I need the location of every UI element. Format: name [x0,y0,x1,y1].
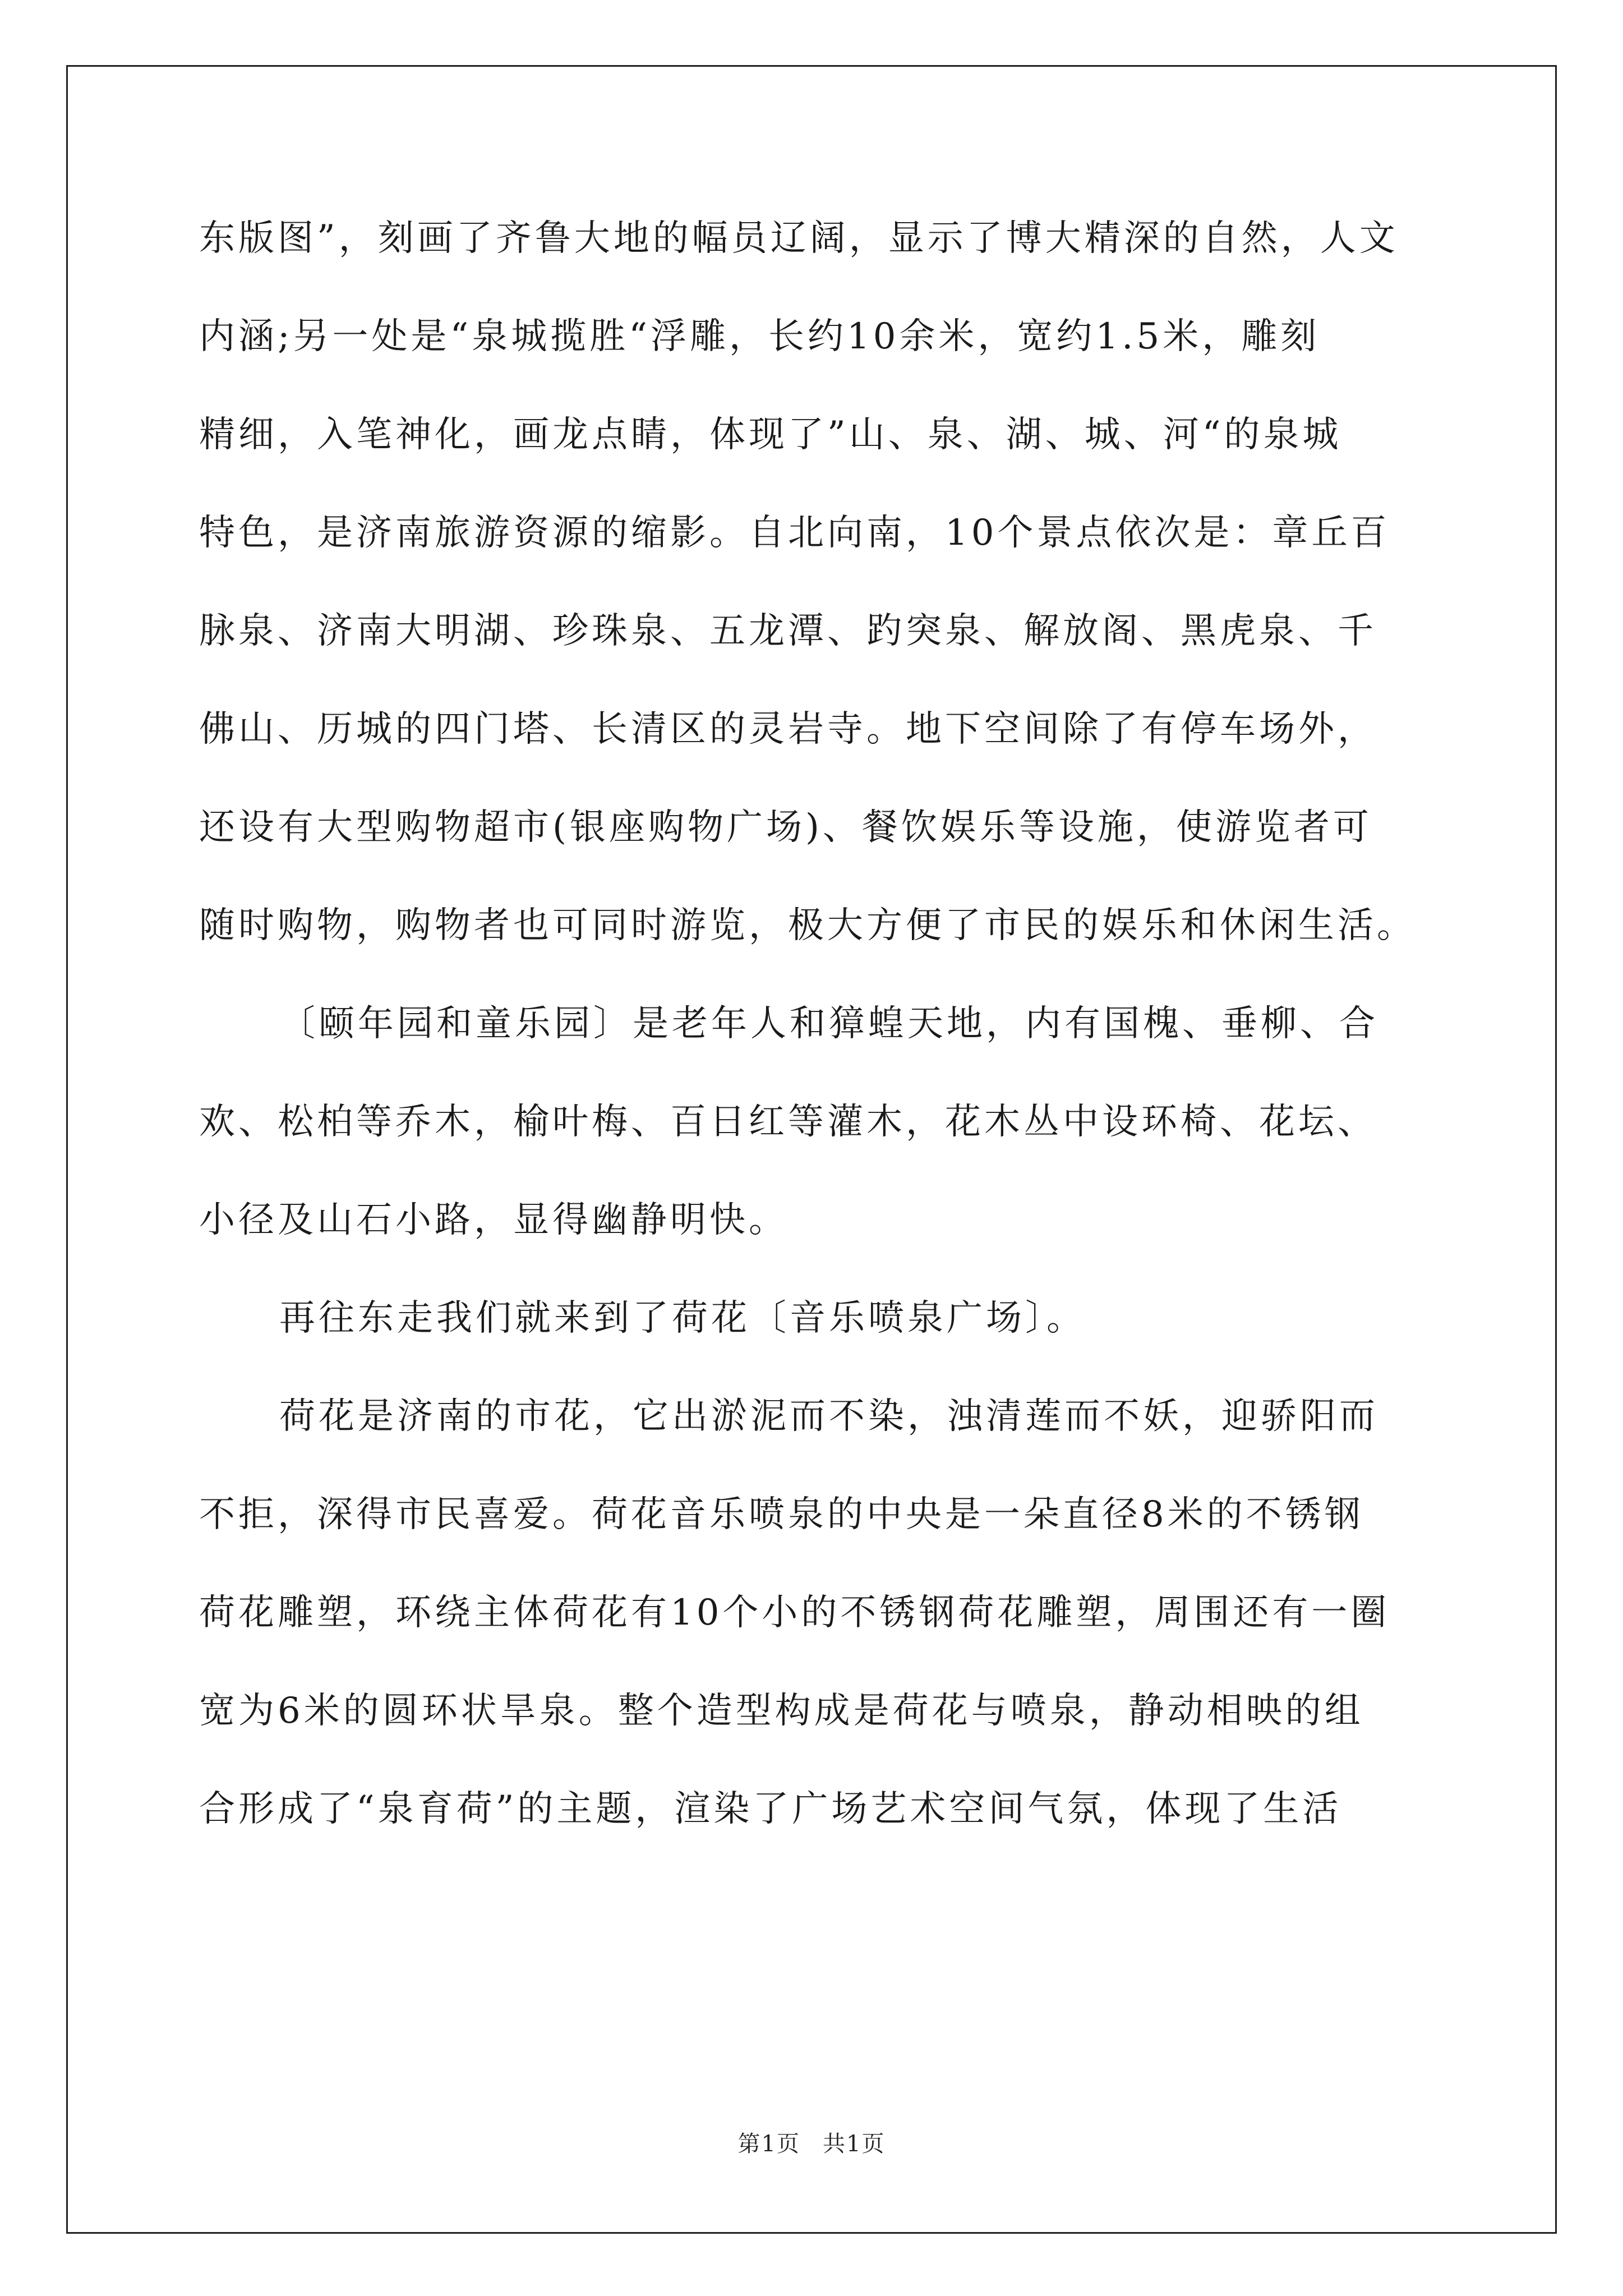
text-line: 宽为6米的圆环状旱泉。整个造型构成是荷花与喷泉，静动相映的组 [199,1690,1364,1732]
text-line: 〔颐年园和童乐园〕是老年人和獐蝗天地，内有国槐、垂柳、合 [279,1003,1378,1045]
text-line: 内涵;另一处是“泉城揽胜“浮雕，长约10余米，宽约1.5米，雕刻 [199,316,1320,357]
page-number-current: 第1页 [737,2131,800,2157]
text-line: 随时购物，购物者也可同时游览，极大方便了市民的娱乐和休闲生活。 [199,905,1416,946]
text-line: 佛山、历城的四门塔、长清区的灵岩寺。地下空间除了有停车场外， [199,708,1377,750]
text-line: 东版图”，刻画了齐鲁大地的幅员辽阔，显示了博大精深的自然，人文 [199,218,1399,259]
text-line: 特色，是济南旅游资源的缩影。自北向南，10个景点依次是：章丘百 [199,512,1390,554]
text-line: 脉泉、济南大明湖、珍珠泉、五龙潭、趵突泉、解放阁、黑虎泉、千 [199,610,1377,652]
text-line: 荷花雕塑，环绕主体荷花有10个小的不锈钢荷花雕塑，周围还有一圈 [199,1592,1390,1634]
text-line: 小径及山石小路，显得幽静明快。 [199,1199,788,1241]
text-line: 还设有大型购物超市(银座购物广场)、餐饮娱乐等设施，使游览者可 [199,807,1372,848]
text-line: 不拒，深得市民喜爱。荷花音乐喷泉的中央是一朵直径8米的不锈钢 [199,1494,1364,1535]
text-line: 荷花是济南的市花，它出淤泥而不染，浊清莲而不妖，迎骄阳而 [279,1396,1378,1437]
text-line: 欢、松柏等乔木，榆叶梅、百日红等灌木，花木丛中设环椅、花坛、 [199,1101,1377,1143]
text-line: 精细，入笔神化，画龙点睛，体现了”山、泉、湖、城、河“的泉城 [199,414,1342,455]
text-line: 再往东走我们就来到了荷花〔音乐喷泉广场〕。 [279,1297,1086,1339]
page-number-total: 共1页 [823,2131,886,2157]
text-line: 合形成了“泉育荷”的主题，渲染了广场艺术空间气氛，体现了生活 [199,1788,1342,1830]
page-footer [0,2126,1623,2158]
document-body [199,210,1433,1879]
